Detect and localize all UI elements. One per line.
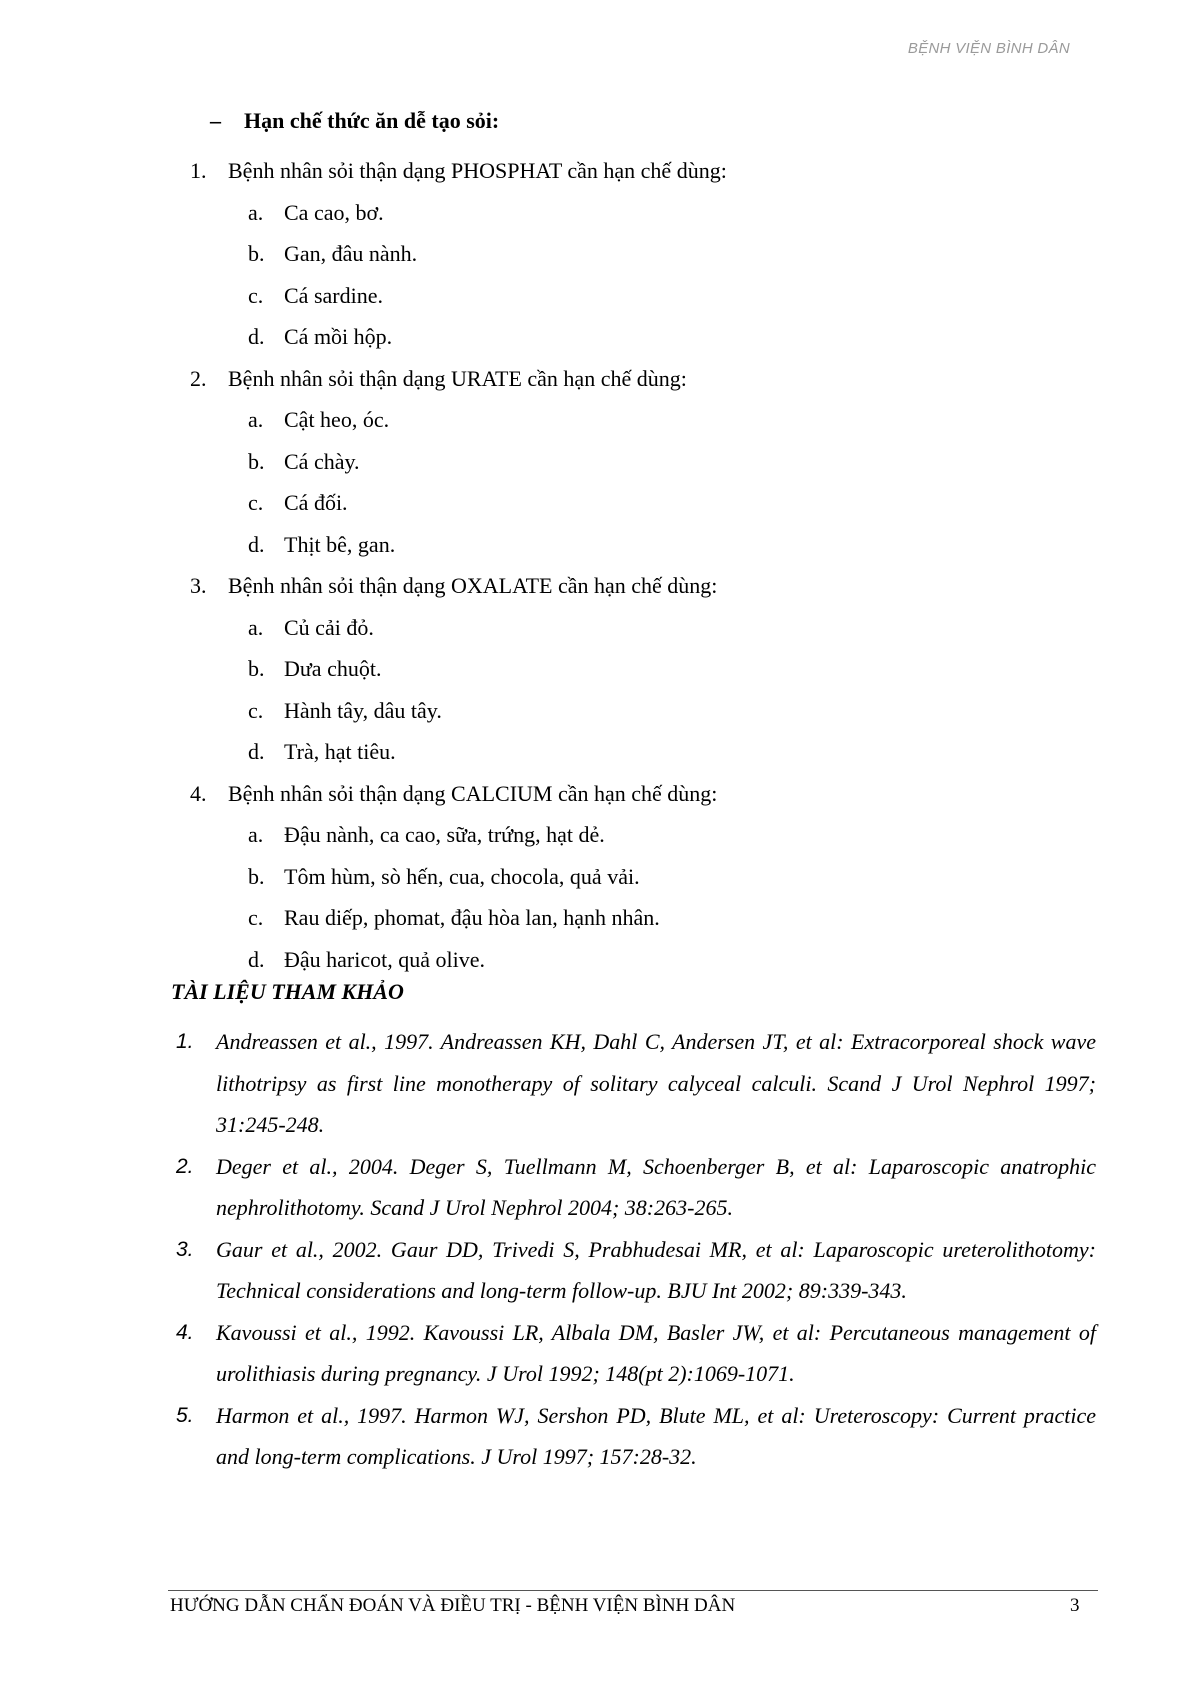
food-group-title <box>190 773 1010 815</box>
food-item <box>190 856 1010 898</box>
food-item-letter: a. <box>248 199 264 225</box>
reference-text: Andreassen et al., 1997. Andreassen KH, Dahl C, Andersen JT, et al: Extracorporeal shock wave lithotripsy as first line monotherapy of solitary calyceal calculi. Scand J Urol Nephrol 1997; 31:245-248. <box>216 1029 1096 1137</box>
food-group <box>190 358 1010 566</box>
food-item-letter: a. <box>248 614 264 640</box>
food-group-title-text: Bệnh nhân sỏi thận dạng PHOSPHAT cần hạn chế dùng: <box>228 158 727 183</box>
reference-number: 1. <box>176 1030 194 1053</box>
food-group <box>190 150 1010 358</box>
food-item <box>190 607 1010 649</box>
food-item <box>190 441 1010 483</box>
food-item-letter: d. <box>248 531 265 557</box>
food-item-text: Hành tây, dâu tây. <box>284 697 442 723</box>
food-item-letter: c. <box>248 490 264 515</box>
food-group-title <box>190 150 1010 192</box>
food-item-text: Cật heo, óc. <box>284 407 390 432</box>
food-item-text: Cá đối. <box>284 490 348 515</box>
reference-item <box>176 1395 1096 1478</box>
reference-text: Harmon et al., 1997. Harmon WJ, Sershon PD, Blute ML, et al: Ureteroscopy: Current practice and long-term complications. J Urol 1997; 157:28-32. <box>216 1402 1096 1469</box>
food-item-text: Đậu haricot, quả olive. <box>284 946 485 972</box>
footer-divider <box>168 1590 1098 1591</box>
food-item <box>190 690 1010 732</box>
food-item-letter: d. <box>248 946 265 972</box>
food-group <box>190 565 1010 773</box>
reference-text: Gaur et al., 2002. Gaur DD, Trivedi S, Prabhudesai MR, et al: Laparoscopic ureterolithotomy: Technical considerations and long-term follow-up. BJU Int 2002; 89:339-343. <box>216 1236 1096 1303</box>
food-item-text: Củ cải đỏ. <box>284 614 374 640</box>
reference-text: Deger et al., 2004. Deger S, Tuellmann M, Schoenberger B, et al: Laparoscopic anatrophic nephrolithotomy. Scand J Urol Nephrol 2004; 38:263-265. <box>216 1153 1096 1220</box>
reference-number: 3. <box>176 1237 194 1261</box>
food-item <box>190 192 1010 234</box>
food-item-text: Cá sardine. <box>284 282 383 308</box>
food-item <box>190 275 1010 317</box>
food-group-title-text: Bệnh nhân sỏi thận dạng OXALATE cần hạn chế dùng: <box>228 573 718 598</box>
restricted-food-groups <box>190 150 1010 980</box>
food-item-letter: d. <box>248 739 265 764</box>
food-item-text: Ca cao, bơ. <box>284 199 384 225</box>
food-item-letter: c. <box>248 905 264 930</box>
food-item-letter: b. <box>248 241 265 266</box>
reference-item <box>176 1021 1096 1146</box>
food-item <box>190 316 1010 358</box>
reference-item <box>176 1146 1096 1229</box>
page-header-hospital-name: BỆNH VIỆN BÌNH DÂN <box>907 40 1070 57</box>
reference-text: Kavoussi et al., 1992. Kavoussi LR, Albala DM, Basler JW, et al: Percutaneous management of urolithiasis during pregnancy. J Urol 1992; 148(pt 2):1069-1071. <box>216 1319 1096 1386</box>
food-group-number: 1. <box>190 158 207 183</box>
reference-number: 2. <box>176 1154 194 1178</box>
food-item-text: Tôm hùm, sò hến, cua, chocola, quả vải. <box>284 863 640 889</box>
footer-title: HƯỚNG DẪN CHẨN ĐOÁN VÀ ĐIỀU TRỊ - BỆNH VIỆN BÌNH DÂN <box>170 1595 736 1616</box>
food-item <box>190 731 1010 773</box>
food-item <box>190 524 1010 566</box>
section-heading-text: Hạn chế thức ăn dễ tạo sỏi: <box>244 108 500 133</box>
reference-number: 5. <box>176 1403 194 1427</box>
food-group-title-text: Bệnh nhân sỏi thận dạng URATE cần hạn chế dùng: <box>228 365 687 391</box>
food-group-title-text: Bệnh nhân sỏi thận dạng CALCIUM cần hạn chế dùng: <box>228 780 718 806</box>
food-item <box>190 648 1010 690</box>
reference-item <box>176 1229 1096 1312</box>
food-group <box>190 773 1010 981</box>
section-heading-dash: – <box>210 108 221 133</box>
food-item <box>190 939 1010 981</box>
references-heading: TÀI LIỆU THAM KHẢO <box>171 979 404 1004</box>
food-item-text: Gan, đâu nành. <box>284 241 418 266</box>
food-item <box>190 814 1010 856</box>
reference-item <box>176 1312 1096 1395</box>
food-item-text: Cá mồi hộp. <box>284 324 393 349</box>
food-group-number: 2. <box>190 365 207 391</box>
references-list <box>176 1021 1096 1478</box>
food-item <box>190 897 1010 939</box>
food-item-letter: c. <box>248 697 264 723</box>
food-group-number: 4. <box>190 780 207 806</box>
food-item-letter: d. <box>248 324 265 349</box>
food-group-title <box>190 358 1010 400</box>
food-item-letter: a. <box>248 407 264 432</box>
food-item-text: Trà, hạt tiêu. <box>284 739 396 764</box>
section-heading <box>210 108 499 134</box>
food-item <box>190 399 1010 441</box>
reference-number: 4. <box>176 1320 194 1344</box>
food-item-letter: a. <box>248 822 264 847</box>
food-item-letter: b. <box>248 656 265 681</box>
food-group-title <box>190 565 1010 607</box>
food-item-letter: c. <box>248 282 264 308</box>
page-number: 3 <box>1070 1595 1080 1616</box>
food-item-text: Dưa chuột. <box>284 656 382 681</box>
food-item-letter: b. <box>248 863 265 889</box>
food-item-text: Rau diếp, phomat, đậu hòa lan, hạnh nhân. <box>284 905 660 930</box>
food-group-number: 3. <box>190 573 207 598</box>
food-item-letter: b. <box>248 448 265 474</box>
food-item-text: Đậu nành, ca cao, sữa, trứng, hạt dẻ. <box>284 822 605 847</box>
food-item-text: Cá chày. <box>284 448 360 474</box>
food-item <box>190 482 1010 524</box>
food-item-text: Thịt bê, gan. <box>284 531 396 557</box>
food-item <box>190 233 1010 275</box>
